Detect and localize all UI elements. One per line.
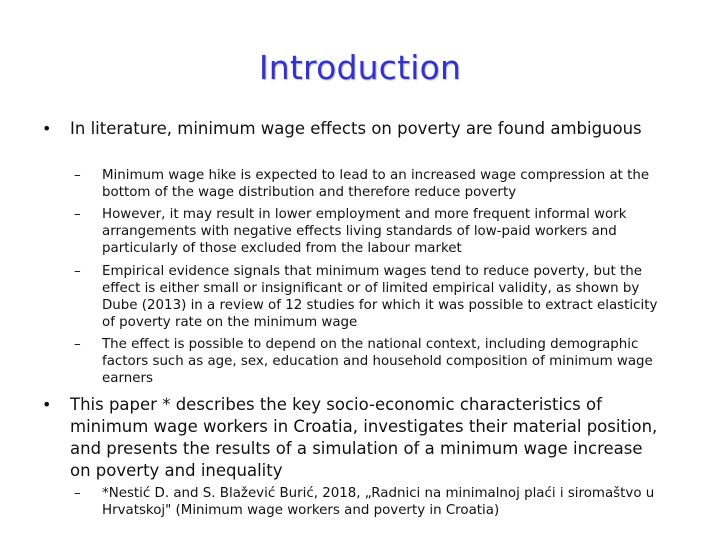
sub-bullet-item-3 <box>74 263 662 331</box>
dash-marker: – <box>74 168 81 183</box>
sub-bullet-text: Empirical evidence signals that minimum wages tend to reduce poverty, but the effect is either small or insignificant or of limited empirical validity, as shown by Dube (2013) in a review of 12 studies for which it was possible to extract elasticity of poverty rate on the minimum wage <box>102 264 658 330</box>
bullet-text: This paper * describes the key socio-economic characteristics of minimum wage workers in Croatia, investigates their material position, and presents the results of a simulation of a minimum wage increase on poverty and inequality <box>70 395 658 480</box>
slide-title: Introduction <box>258 48 462 87</box>
bullet-marker: • <box>42 119 52 138</box>
sub-bullet-text: The effect is possible to depend on the national context, including demographic factors such as age, sex, education and household composition of minimum wage earners <box>102 337 653 386</box>
dash-marker: – <box>74 486 81 501</box>
sub-bullet-item-5 <box>74 485 662 519</box>
sub-bullet-text: Minimum wage hike is expected to lead to an increased wage compression at the bottom of the wage distribution and therefore reduce poverty <box>102 168 650 200</box>
sub-bullet-text: However, it may result in lower employment and more frequent informal work arrangements with negative effects living standards of low-paid workers and particularly of those excluded from the labour market <box>102 207 627 256</box>
dash-marker: – <box>74 337 81 352</box>
bullet-text: In literature, minimum wage effects on poverty are found ambiguous <box>70 119 642 138</box>
dash-marker: – <box>74 264 81 279</box>
sub-bullet-item-2 <box>74 206 662 257</box>
sub-bullet-text: *Nestić D. and S. Blažević Burić, 2018, „Radnici na minimalnoj plaći i siromaštvo u Hrvatskoj" (Minimum wage workers and poverty in Croatia) <box>102 486 655 518</box>
bullet-item-2 <box>42 394 660 482</box>
sub-bullet-item-1 <box>74 167 662 201</box>
bullet-item-1 <box>42 118 660 140</box>
bullet-marker: • <box>42 395 52 414</box>
sub-bullet-item-4 <box>74 336 662 387</box>
dash-marker: – <box>74 207 81 222</box>
